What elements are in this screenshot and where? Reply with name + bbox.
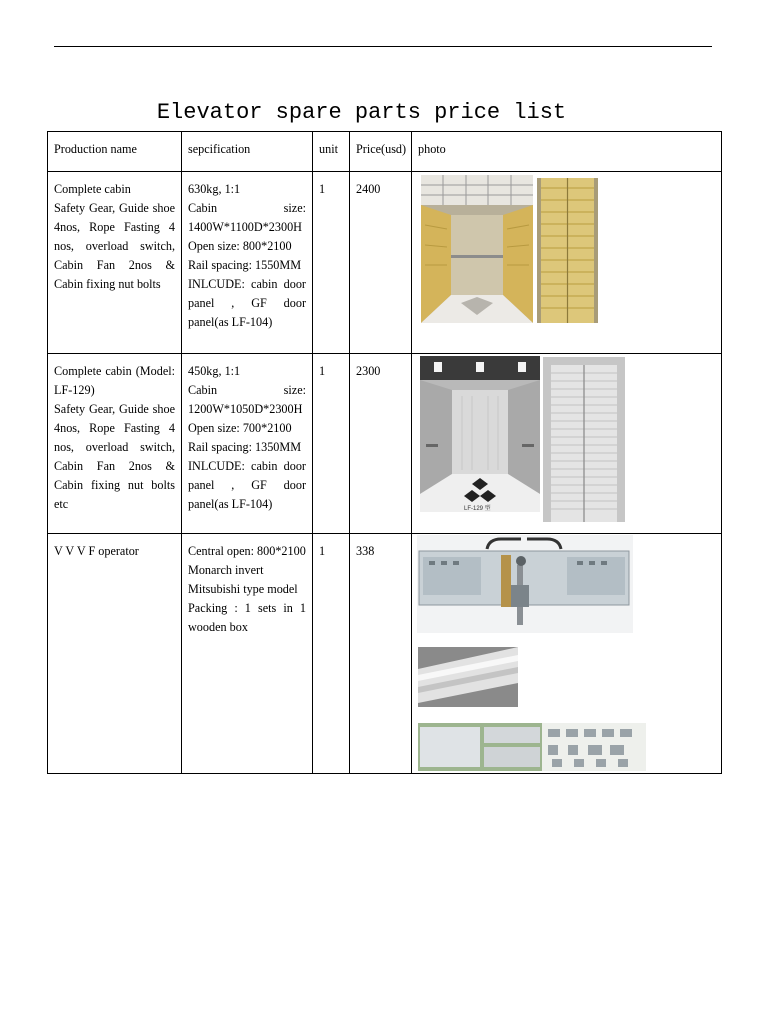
- spec-line: Rail spacing: 1350MM: [188, 440, 302, 454]
- cell-photo: [412, 172, 722, 354]
- cell-price: 2400: [350, 172, 412, 354]
- header-rule: [54, 46, 712, 47]
- spec-line: Packing : 1 sets in 1 wooden box: [188, 601, 306, 634]
- product-title: Complete cabin (Model: LF-129): [54, 364, 175, 397]
- header-price: Price(usd): [350, 132, 412, 172]
- cell-photo: [412, 354, 722, 534]
- cell-unit: 1: [313, 534, 350, 774]
- spec-line: Central open: 800*2100: [188, 544, 306, 558]
- operator-parts-photo: [418, 723, 646, 771]
- cell-photo: [412, 534, 722, 774]
- product-description: Safety Gear, Guide shoe 4nos, Rope Fasting 4 nos, overload switch, Cabin Fan 2nos & Cabin fixing nut bolts etc: [54, 402, 175, 511]
- spec-line: Cabin size: 1200W*1050D*2300H: [188, 383, 306, 416]
- cell-unit: 1: [313, 354, 350, 534]
- cabin-interior-photo: [420, 356, 540, 512]
- cabin-door-photo: [537, 178, 598, 323]
- product-description: Safety Gear, Guide shoe 4nos, Rope Fasting 4 nos, overload switch, Cabin Fan 2nos & Cabin fixing nut bolts: [54, 201, 175, 291]
- header-unit: unit: [313, 132, 350, 172]
- cell-product-name: [48, 534, 182, 774]
- door-operator-photo: [417, 535, 633, 633]
- cell-price: 338: [350, 534, 412, 774]
- cell-price: 2300: [350, 354, 412, 534]
- spec-line: Open size: 700*2100: [188, 421, 292, 435]
- table-header-row: [48, 132, 722, 172]
- photo-caption: LF-129 型: [464, 506, 491, 512]
- cell-product-name: [48, 172, 182, 354]
- spec-line: 630kg, 1:1: [188, 182, 241, 196]
- spec-line: Rail spacing: 1550MM: [188, 258, 302, 272]
- spec-line: Cabin size: 1400W*1100D*2300H: [188, 201, 306, 234]
- spec-line: Open size: 800*2100: [188, 239, 292, 253]
- price-table: [47, 131, 722, 774]
- spec-line: Monarch invert: [188, 563, 264, 577]
- cell-unit: 1: [313, 172, 350, 354]
- product-title: V V V F operator: [54, 544, 139, 558]
- header-photo: photo: [412, 132, 722, 172]
- cell-product-name: [48, 354, 182, 534]
- cell-specification: [182, 534, 313, 774]
- spec-line: Mitsubishi type model: [188, 582, 298, 596]
- header-production-name: Production name: [48, 132, 182, 172]
- product-title: Complete cabin: [54, 182, 131, 196]
- header-specification: sepcification: [182, 132, 313, 172]
- spec-line: INLCUDE: cabin door panel , GF door panel(as LF-104): [188, 459, 306, 511]
- cabin-door-photo: [543, 357, 625, 522]
- table-row: [48, 534, 722, 774]
- spec-line: INLCUDE: cabin door panel , GF door panel(as LF-104): [188, 277, 306, 329]
- cell-specification: [182, 172, 313, 354]
- spec-line: 450kg, 1:1: [188, 364, 241, 378]
- table-row: [48, 354, 722, 534]
- table-row: [48, 172, 722, 354]
- door-sill-photo: [418, 647, 518, 707]
- cabin-interior-photo: [421, 175, 533, 323]
- cell-specification: [182, 354, 313, 534]
- document-title: Elevator spare parts price list: [156, 100, 567, 125]
